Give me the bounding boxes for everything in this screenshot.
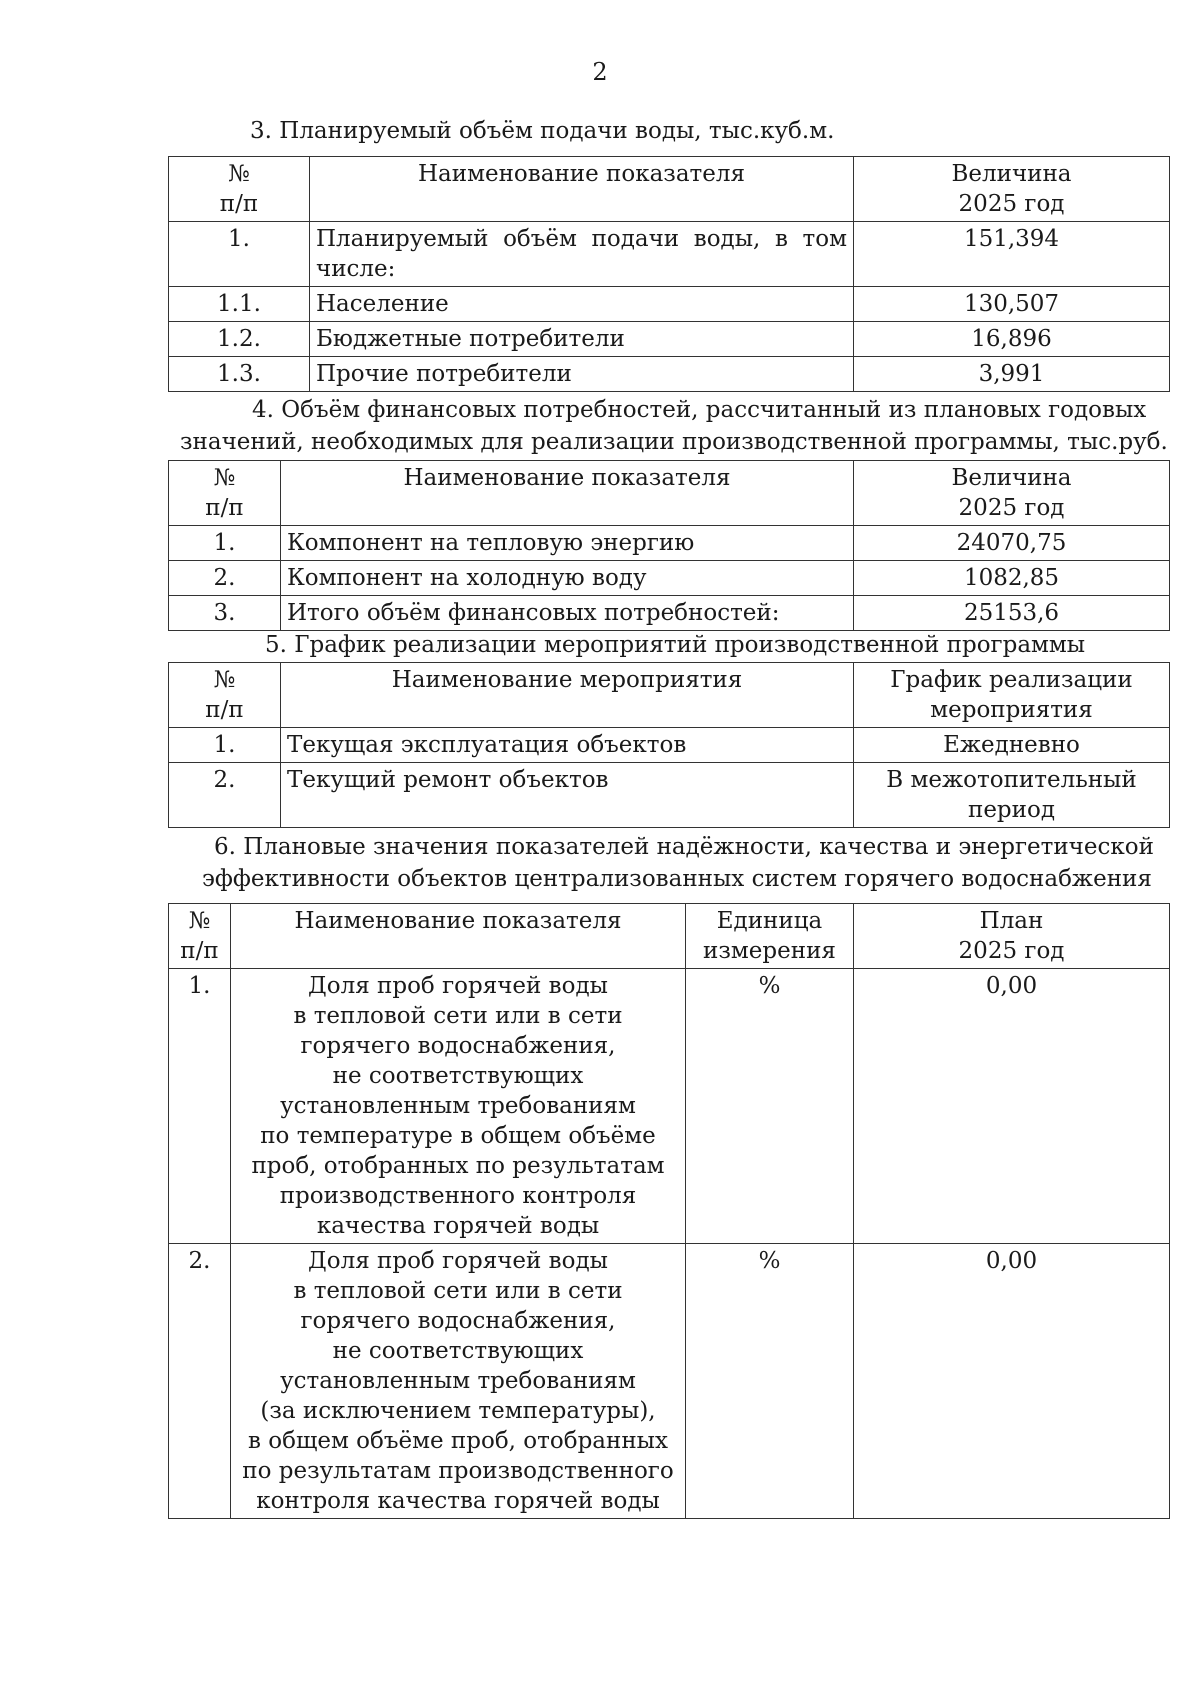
row-plan: 0,00 <box>854 1244 1170 1519</box>
col-header-value: График реализации мероприятия <box>854 663 1170 728</box>
col-header-name: Наименование мероприятия <box>281 663 854 728</box>
section6-title-line1: 6. Плановые значения показателей надёжности, качества и энергетической <box>214 834 1154 860</box>
row-name: Планируемый объём подачи воды, в том числе: <box>310 222 854 287</box>
section6-table <box>168 903 1170 1519</box>
table-header-row <box>169 663 1170 728</box>
row-num: 2. <box>169 561 281 596</box>
col-header-plan: План 2025 год <box>854 904 1170 969</box>
row-name: Итого объём финансовых потребностей: <box>281 596 854 631</box>
col-header-name: Наименование показателя <box>231 904 686 969</box>
section3-table <box>168 156 1170 392</box>
col-header-num: № п/п <box>169 157 310 222</box>
row-name: Прочие потребители <box>310 357 854 392</box>
row-value: В межотопительный период <box>854 763 1170 828</box>
row-num: 2. <box>169 1244 231 1519</box>
col-header-unit: Единица измерения <box>686 904 854 969</box>
row-unit: % <box>686 969 854 1244</box>
col-header-name: Наименование показателя <box>310 157 854 222</box>
row-value: 24070,75 <box>854 526 1170 561</box>
table-row <box>169 287 1170 322</box>
row-name: Население <box>310 287 854 322</box>
table-header-row <box>169 461 1170 526</box>
table-row <box>169 222 1170 287</box>
row-plan: 0,00 <box>854 969 1170 1244</box>
row-num: 1.1. <box>169 287 310 322</box>
row-name: Доля проб горячей воды в тепловой сети или в сети горячего водоснабжения, не соответствующих установленным требованиям по температуре в общем объёме проб, отобранных по результатам производственного контроля качества горячей воды <box>231 969 686 1244</box>
row-num: 1. <box>169 526 281 561</box>
row-num: 1. <box>169 728 281 763</box>
table-header-row <box>169 157 1170 222</box>
table-row <box>169 1244 1170 1519</box>
section4-table <box>168 460 1170 631</box>
col-header-num: № п/п <box>169 461 281 526</box>
table-row <box>169 763 1170 828</box>
row-num: 1. <box>169 222 310 287</box>
row-value: 3,991 <box>854 357 1170 392</box>
section5-title: 5. График реализации мероприятий производственной программы <box>265 632 1086 658</box>
col-header-value: Величина 2025 год <box>854 461 1170 526</box>
section5-table <box>168 662 1170 828</box>
col-header-num: № п/п <box>169 663 281 728</box>
table-row <box>169 969 1170 1244</box>
row-value: 16,896 <box>854 322 1170 357</box>
row-value: 151,394 <box>854 222 1170 287</box>
row-value: 130,507 <box>854 287 1170 322</box>
col-header-num: № п/п <box>169 904 231 969</box>
section6-title-line2: эффективности объектов централизованных систем горячего водоснабжения <box>202 866 1152 892</box>
table-row <box>169 357 1170 392</box>
row-name: Бюджетные потребители <box>310 322 854 357</box>
row-num: 2. <box>169 763 281 828</box>
row-unit: % <box>686 1244 854 1519</box>
table-row <box>169 322 1170 357</box>
row-name: Компонент на холодную воду <box>281 561 854 596</box>
row-value: 1082,85 <box>854 561 1170 596</box>
section4-title-line2: значений, необходимых для реализации производственной программы, тыс.руб. <box>180 429 1168 455</box>
col-header-value: Величина 2025 год <box>854 157 1170 222</box>
row-num: 1.3. <box>169 357 310 392</box>
row-num: 1.2. <box>169 322 310 357</box>
table-header-row <box>169 904 1170 969</box>
row-num: 3. <box>169 596 281 631</box>
table-row <box>169 526 1170 561</box>
table-row <box>169 561 1170 596</box>
table-row <box>169 596 1170 631</box>
row-name: Компонент на тепловую энергию <box>281 526 854 561</box>
page-number: 2 <box>592 58 608 86</box>
table-row <box>169 728 1170 763</box>
row-value: Ежедневно <box>854 728 1170 763</box>
row-name: Текущий ремонт объектов <box>281 763 854 828</box>
col-header-name: Наименование показателя <box>281 461 854 526</box>
section4-title-line1: 4. Объём финансовых потребностей, рассчитанный из плановых годовых <box>252 397 1147 423</box>
row-name: Доля проб горячей воды в тепловой сети или в сети горячего водоснабжения, не соответствующих установленным требованиям (за исключением температуры), в общем объёме проб, отобранных по результатам производственного контроля качества горячей воды <box>231 1244 686 1519</box>
row-num: 1. <box>169 969 231 1244</box>
row-name: Текущая эксплуатация объектов <box>281 728 854 763</box>
row-value: 25153,6 <box>854 596 1170 631</box>
section3-title: 3. Планируемый объём подачи воды, тыс.куб.м. <box>250 118 835 144</box>
